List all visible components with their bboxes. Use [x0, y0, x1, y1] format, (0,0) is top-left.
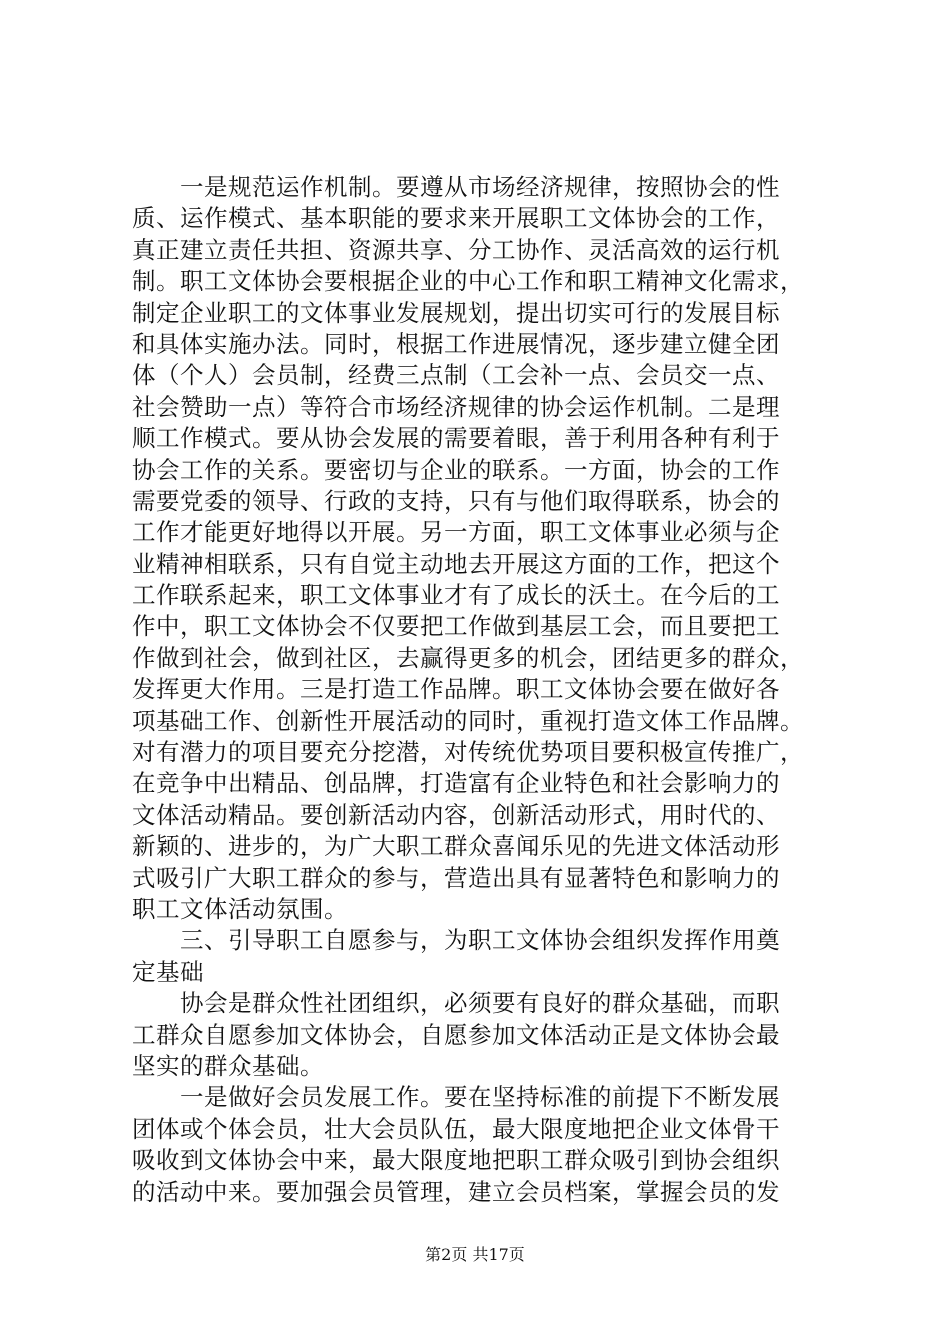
- text-line: 质、运作模式、基本职能的要求来开展职工文体协会的工作，: [132, 204, 780, 233]
- text-line: 吸收到文体协会中来，最大限度地把职工群众吸引到协会组织: [132, 1146, 780, 1175]
- text-line: 对有潜力的项目要充分挖潜，对传统优势项目要积极宣传推广，: [132, 738, 804, 767]
- text-line: 职工文体活动氛围。: [132, 894, 348, 923]
- page-footer: [0, 1242, 950, 1265]
- text-line: 在竞争中出精品、创品牌，打造富有企业特色和社会影响力的: [132, 769, 780, 798]
- text-line: 制。职工文体协会要根据企业的中心工作和职工精神文化需求，: [132, 267, 804, 296]
- text-line: 三、引导职工自愿参与，为职工文体协会组织发挥作用奠: [132, 926, 780, 955]
- text-line: 社会赞助一点）等符合市场经济规律的协会运作机制。二是理: [132, 392, 780, 421]
- text-line: 一是规范运作机制。要遵从市场经济规律，按照协会的性: [132, 173, 780, 201]
- page-number: 第2页 共17页: [425, 1245, 525, 1264]
- text-line: 体（个人）会员制，经费三点制（工会补一点、会员交一点、: [132, 361, 780, 390]
- text-line: 发挥更大作用。三是打造工作品牌。职工文体协会要在做好各: [132, 675, 780, 704]
- text-line: 坚实的群众基础。: [132, 1051, 324, 1080]
- text-line: 真正建立责任共担、资源共享、分工协作、灵活高效的运行机: [132, 235, 780, 264]
- text-line: 协会工作的关系。要密切与企业的联系。一方面，协会的工作: [132, 455, 780, 484]
- text-line: 工群众自愿参加文体协会，自愿参加文体活动正是文体协会最: [132, 1020, 780, 1049]
- text-line: 顺工作模式。要从协会发展的需要着眼，善于利用各种有利于: [132, 424, 780, 453]
- text-line: 文体活动精品。要创新活动内容，创新活动形式，用时代的、: [132, 800, 780, 829]
- text-line: 一是做好会员发展工作。要在坚持标准的前提下不断发展: [132, 1083, 780, 1112]
- text-line: 项基础工作、创新性开展活动的同时，重视打造文体工作品牌。: [132, 706, 804, 735]
- text-line: 新颖的、进步的，为广大职工群众喜闻乐见的先进文体活动形: [132, 832, 780, 861]
- document-body: [132, 172, 834, 1208]
- text-line: 式吸引广大职工群众的参与，营造出具有显著特色和影响力的: [132, 863, 780, 892]
- text-line: 协会是群众性社团组织，必须要有良好的群众基础，而职: [132, 989, 780, 1018]
- text-line: 作做到社会，做到社区，去赢得更多的机会，团结更多的群众，: [132, 643, 804, 672]
- text-line: 团体或个体会员，壮大会员队伍，最大限度地把企业文体骨干: [132, 1114, 780, 1143]
- text-line: 业精神相联系，只有自觉主动地去开展这方面的工作，把这个: [132, 549, 780, 578]
- text-line: 工作才能更好地得以开展。另一方面，职工文体事业必须与企: [132, 518, 780, 547]
- text-line: 工作联系起来，职工文体事业才有了成长的沃土。在今后的工: [132, 581, 780, 610]
- text-line: 的活动中来。要加强会员管理，建立会员档案，掌握会员的发: [132, 1177, 780, 1206]
- text-line: 需要党委的领导、行政的支持，只有与他们取得联系，协会的: [132, 486, 780, 515]
- text-line: 作中，职工文体协会不仅要把工作做到基层工会，而且要把工: [132, 612, 780, 641]
- text-line: 制定企业职工的文体事业发展规划，提出切实可行的发展目标: [132, 298, 780, 327]
- text-line: 定基础: [132, 957, 204, 986]
- text-line: 和具体实施办法。同时，根据工作进展情况，逐步建立健全团: [132, 329, 780, 358]
